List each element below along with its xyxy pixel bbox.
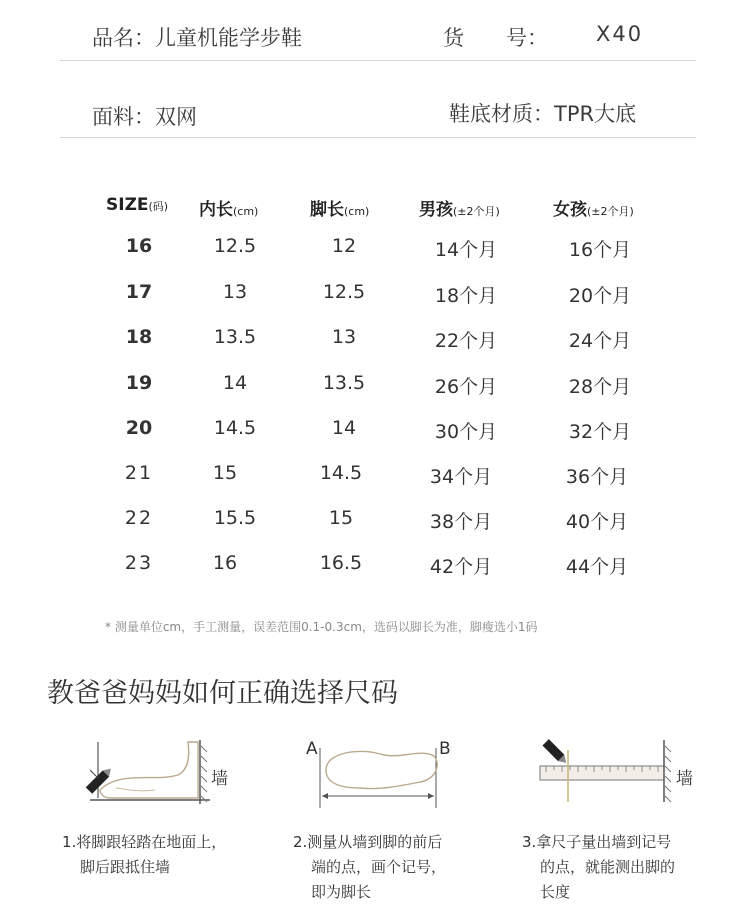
step1-caption: 1.将脚跟轻踏在地面上， 脚后跟抵住墙 [62,833,227,876]
header-size: SIZE(码) [106,195,169,215]
foot-length-cell: 13 [331,326,357,348]
size-cell: 17 [125,281,153,303]
boy-age-cell: 30个月 [434,421,498,443]
inner-length-cell: 13.5 [213,326,257,348]
inner-length-cell: 12.5 [213,235,257,257]
inner-length-cell: 15 [212,462,238,484]
item-number-label: 货 号： [443,26,548,50]
girl-age-cell: 28个月 [568,376,632,398]
girl-age-cell: 16个月 [568,239,632,261]
header-foot-length: 脚长(cm) [310,200,370,220]
header-inner-length: 内长(cm) [199,200,259,220]
size-cell: 16 [125,235,153,257]
step3-illustration [530,730,680,806]
inner-length-cell: 14 [222,372,248,394]
header-girl-age: 女孩(±2个月) [553,200,634,220]
point-a-label: A [306,739,318,759]
step3-caption: 3.拿尺子量出墙到记号 的点，就能测出脚的 长度 [522,833,676,901]
foot-length-cell: 14.5 [319,462,363,484]
wall-label: 墙 [211,769,228,789]
size-cell: 21 [124,462,154,484]
foot-length-cell: 16.5 [319,552,363,574]
size-cell: 18 [125,326,153,348]
size-cell: 23 [124,552,154,574]
girl-age-cell: 24个月 [568,330,632,352]
fabric-info: 面料：双网 [92,105,197,129]
foot-length-cell: 14 [331,417,357,439]
step2-caption: 2.测量从墙到脚的前后 端的点，画个记号， 即为脚长 [293,833,447,901]
girl-age-cell: 36个月 [565,466,629,488]
foot-length-cell: 13.5 [322,372,366,394]
size-cell: 20 [125,417,153,439]
inner-length-cell: 16 [212,552,238,574]
guide-title: 教爸爸妈妈如何正确选择尺码 [47,678,398,709]
boy-age-cell: 42个月 [429,556,493,578]
boy-age-cell: 34个月 [429,466,493,488]
wall-label: 墙 [676,769,693,789]
size-cell: 19 [125,372,153,394]
boy-age-cell: 14个月 [434,239,498,261]
girl-age-cell: 20个月 [568,285,632,307]
girl-age-cell: 32个月 [568,421,632,443]
girl-age-cell: 44个月 [565,556,629,578]
inner-length-cell: 13 [222,281,248,303]
divider [60,137,696,138]
foot-length-cell: 12 [331,235,357,257]
sole-info: 鞋底材质：TPR大底 [449,102,637,126]
size-cell: 22 [124,507,154,529]
girl-age-cell: 40个月 [565,511,629,533]
foot-length-cell: 12.5 [322,281,366,303]
item-number-value: X40 [596,22,644,46]
boy-age-cell: 22个月 [434,330,498,352]
point-b-label: B [439,739,451,759]
header-boy-age: 男孩(±2个月) [419,200,500,220]
divider [60,60,696,61]
product-name: 品名：儿童机能学步鞋 [92,26,302,50]
boy-age-cell: 26个月 [434,376,498,398]
foot-length-cell: 15 [328,507,354,529]
inner-length-cell: 15.5 [213,507,257,529]
measurement-note: * 测量单位cm，手工测量，误差范围0.1-0.3cm，选码以脚长为准，脚瘦选小1码 [105,620,538,634]
boy-age-cell: 38个月 [429,511,493,533]
boy-age-cell: 18个月 [434,285,498,307]
inner-length-cell: 14.5 [213,417,257,439]
